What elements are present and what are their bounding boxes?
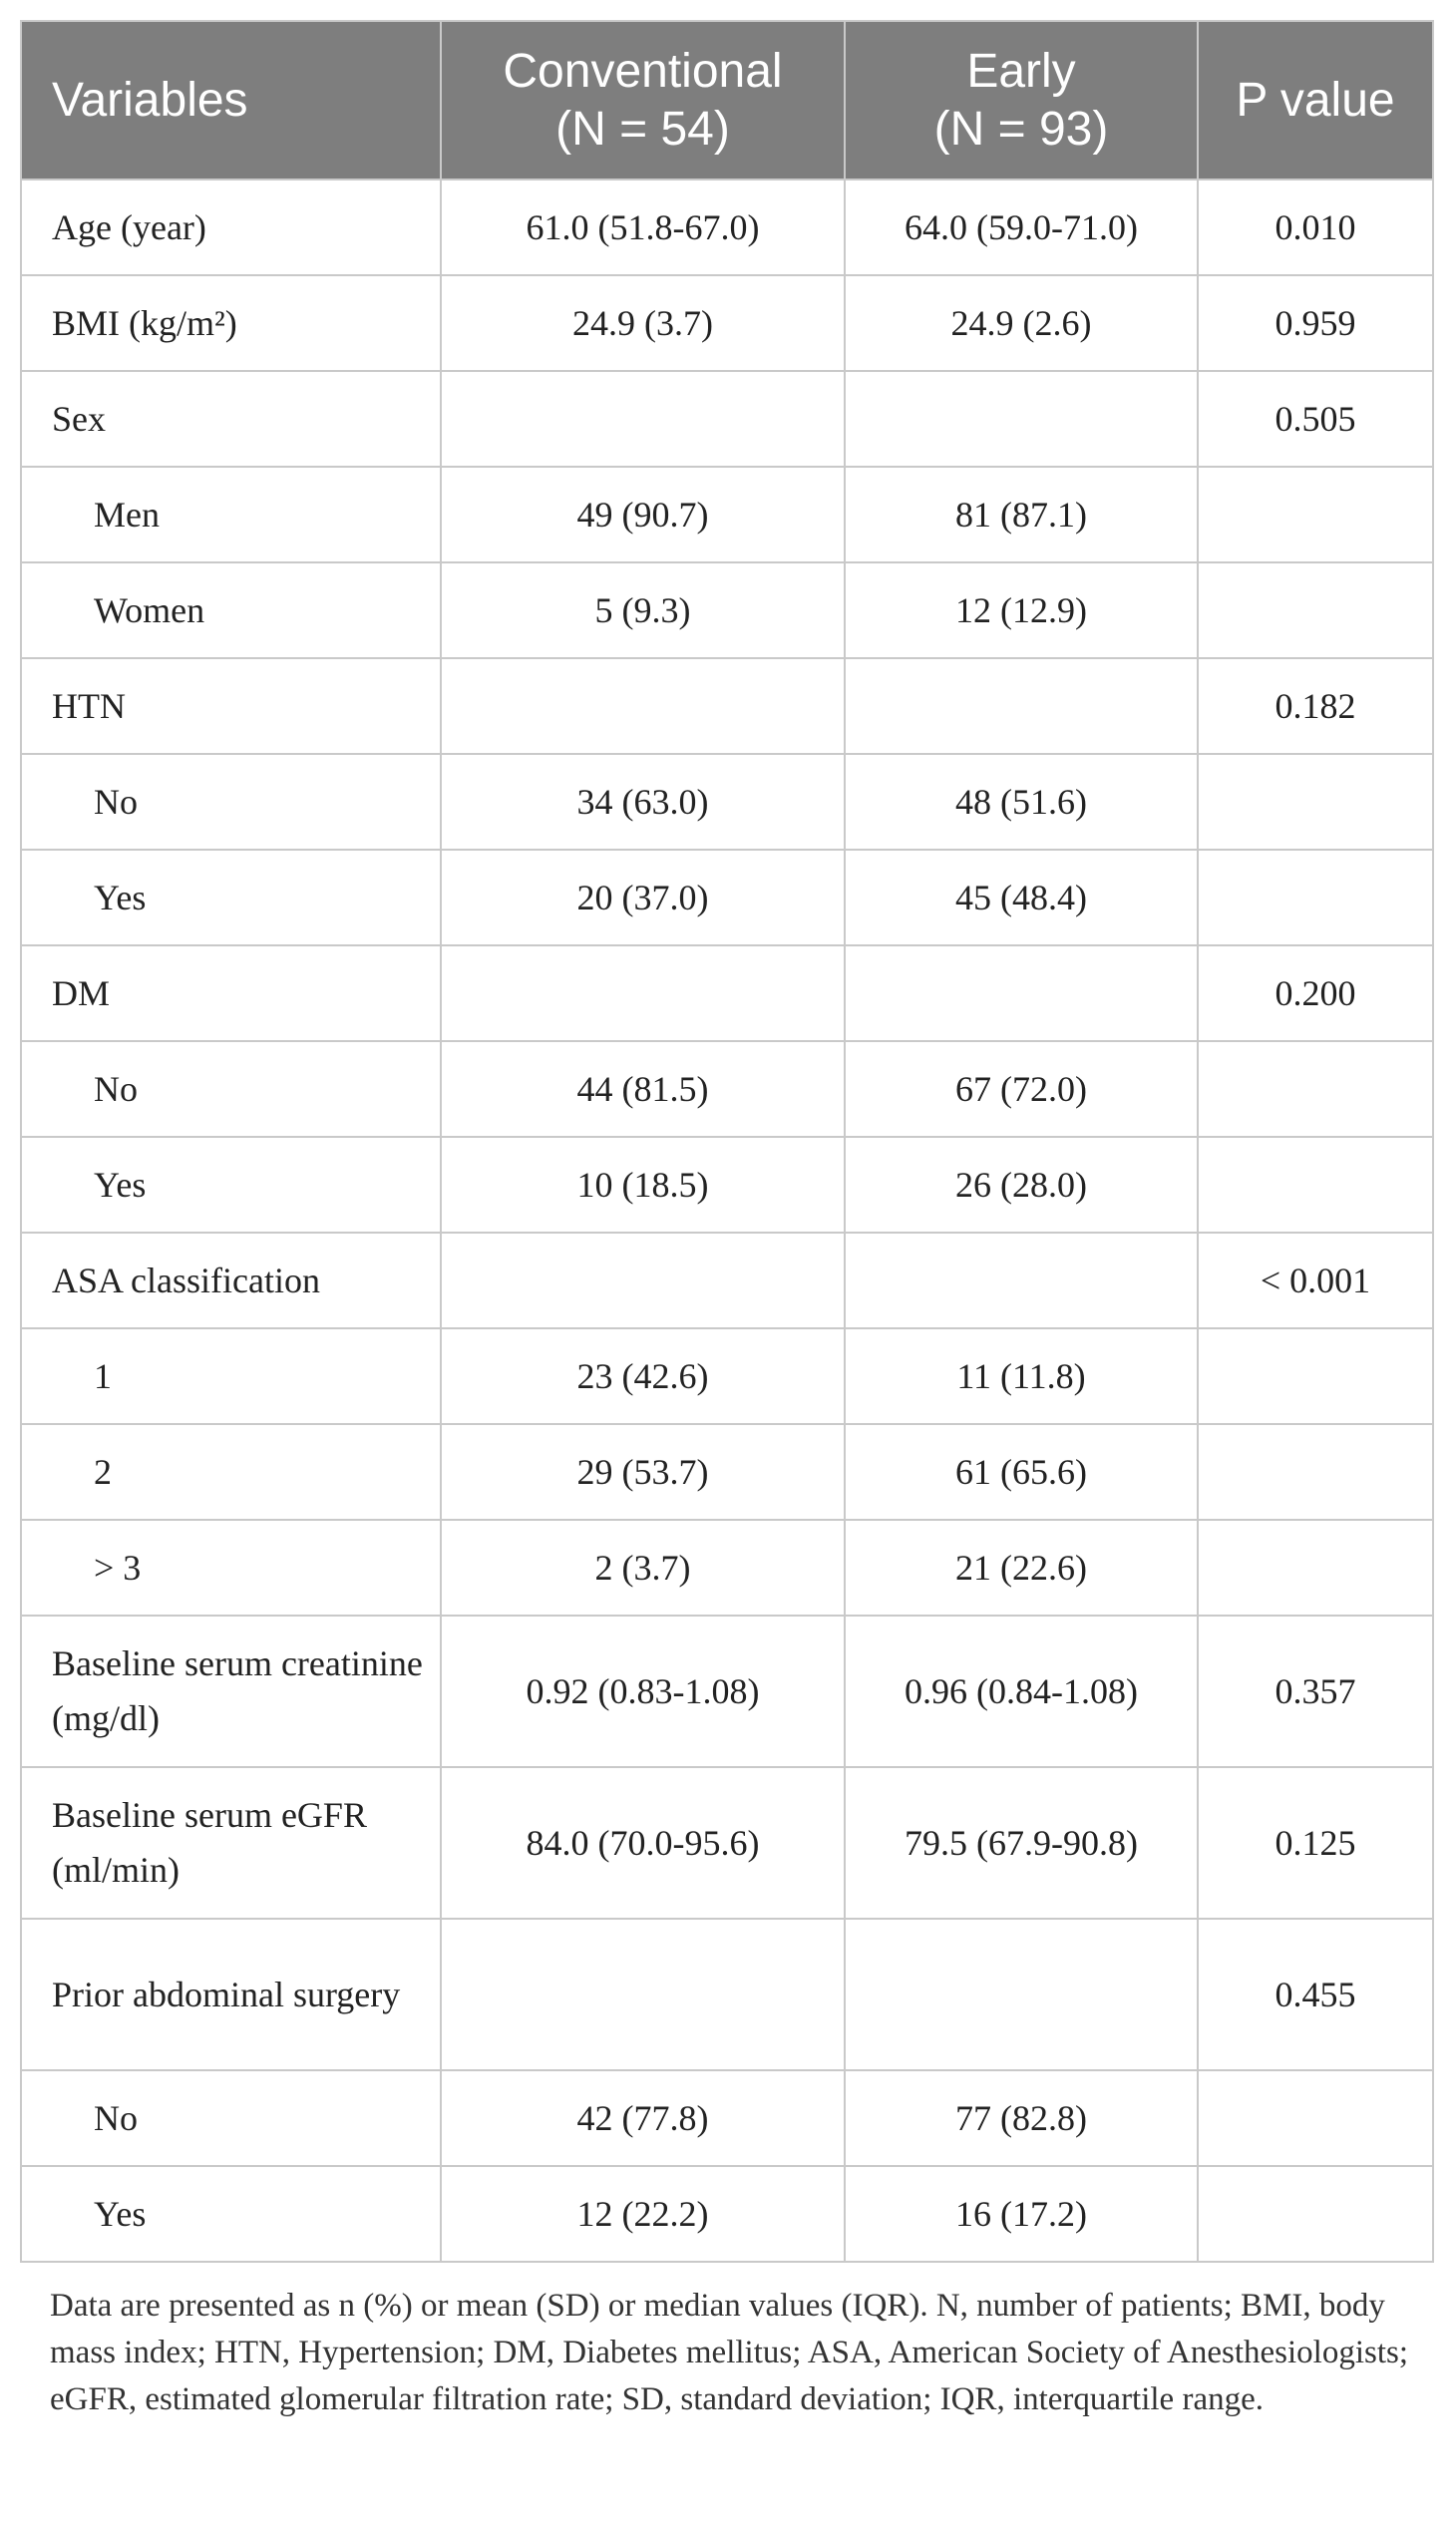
cell-early: 67 (72.0)	[845, 1041, 1198, 1137]
table-row	[21, 467, 1433, 562]
header-early	[845, 21, 1198, 180]
cell-p-value: 0.200	[1198, 945, 1433, 1041]
cell-early: 77 (82.8)	[845, 2070, 1198, 2166]
header-conventional	[441, 21, 845, 180]
cell-early: 12 (12.9)	[845, 562, 1198, 658]
cell-p-value	[1198, 1137, 1433, 1233]
cell-early: 45 (48.4)	[845, 850, 1198, 945]
cell-p-value	[1198, 467, 1433, 562]
table-row	[21, 371, 1433, 467]
cell-early	[845, 371, 1198, 467]
cell-p-value	[1198, 754, 1433, 850]
cell-p-value	[1198, 1041, 1433, 1137]
cell-early	[845, 945, 1198, 1041]
cell-variable: Yes	[21, 2166, 441, 2262]
cell-early	[845, 658, 1198, 754]
cell-p-value: 0.182	[1198, 658, 1433, 754]
table-container	[20, 20, 1432, 2423]
cell-conventional: 49 (90.7)	[441, 467, 845, 562]
cell-conventional	[441, 945, 845, 1041]
cell-conventional: 12 (22.2)	[441, 2166, 845, 2262]
cell-variable: Men	[21, 467, 441, 562]
cell-conventional: 0.92 (0.83-1.08)	[441, 1616, 845, 1767]
cell-variable: No	[21, 1041, 441, 1137]
cell-conventional	[441, 1919, 845, 2070]
cell-early	[845, 1919, 1198, 2070]
cell-variable: Yes	[21, 1137, 441, 1233]
table-row	[21, 754, 1433, 850]
header-p-value: P value	[1198, 21, 1433, 180]
cell-conventional: 10 (18.5)	[441, 1137, 845, 1233]
cell-early: 26 (28.0)	[845, 1137, 1198, 1233]
table-row	[21, 1919, 1433, 2070]
table-row	[21, 1520, 1433, 1616]
table-row	[21, 1041, 1433, 1137]
cell-early: 81 (87.1)	[845, 467, 1198, 562]
cell-conventional	[441, 658, 845, 754]
cell-variable: Yes	[21, 850, 441, 945]
cell-variable: Sex	[21, 371, 441, 467]
cell-p-value: 0.959	[1198, 275, 1433, 371]
header-row	[21, 21, 1433, 180]
cell-early: 16 (17.2)	[845, 2166, 1198, 2262]
cell-conventional: 42 (77.8)	[441, 2070, 845, 2166]
cell-conventional: 84.0 (70.0-95.6)	[441, 1767, 845, 1919]
table-row	[21, 1137, 1433, 1233]
table-row	[21, 180, 1433, 275]
cell-variable: Prior abdominal surgery	[21, 1919, 441, 2070]
table-row	[21, 1328, 1433, 1424]
header-conventional-n: (N = 54)	[555, 102, 730, 156]
table-row	[21, 1424, 1433, 1520]
cell-p-value	[1198, 562, 1433, 658]
table-row	[21, 1616, 1433, 1767]
cell-p-value	[1198, 1328, 1433, 1424]
cell-early: 48 (51.6)	[845, 754, 1198, 850]
cell-early: 11 (11.8)	[845, 1328, 1198, 1424]
table-row	[21, 658, 1433, 754]
cell-conventional: 44 (81.5)	[441, 1041, 845, 1137]
cell-conventional: 61.0 (51.8-67.0)	[441, 180, 845, 275]
cell-variable: No	[21, 754, 441, 850]
cell-p-value	[1198, 1424, 1433, 1520]
cell-conventional: 24.9 (3.7)	[441, 275, 845, 371]
cell-p-value	[1198, 2070, 1433, 2166]
baseline-characteristics-table	[20, 20, 1434, 2263]
cell-early: 24.9 (2.6)	[845, 275, 1198, 371]
cell-early: 0.96 (0.84-1.08)	[845, 1616, 1198, 1767]
cell-variable: No	[21, 2070, 441, 2166]
header-early-label: Early	[966, 44, 1076, 98]
cell-conventional: 20 (37.0)	[441, 850, 845, 945]
cell-conventional: 23 (42.6)	[441, 1328, 845, 1424]
table-row	[21, 2070, 1433, 2166]
cell-variable: Age (year)	[21, 180, 441, 275]
cell-early: 21 (22.6)	[845, 1520, 1198, 1616]
table-row	[21, 945, 1433, 1041]
cell-early: 79.5 (67.9-90.8)	[845, 1767, 1198, 1919]
table-header	[21, 21, 1433, 180]
table-footnote: Data are presented as n (%) or mean (SD) or median values (IQR). N, number of patients; BMI, body mass index; HTN, Hypertension; DM, Diabetes mellitus; ASA, American Society of Anesthesiologists; eGFR, estimated glomerular filtration rate; SD, standard deviation; IQR, interquartile range.	[50, 2288, 1409, 2417]
header-early-n: (N = 93)	[933, 102, 1109, 156]
cell-early	[845, 1233, 1198, 1328]
cell-variable: > 3	[21, 1520, 441, 1616]
table-row	[21, 850, 1433, 945]
header-variables: Variables	[21, 21, 441, 180]
cell-variable: ASA classification	[21, 1233, 441, 1328]
cell-variable: HTN	[21, 658, 441, 754]
cell-early: 64.0 (59.0-71.0)	[845, 180, 1198, 275]
table-row	[21, 275, 1433, 371]
cell-variable: 2	[21, 1424, 441, 1520]
cell-p-value: 0.010	[1198, 180, 1433, 275]
cell-p-value: 0.505	[1198, 371, 1433, 467]
cell-variable: BMI (kg/m²)	[21, 275, 441, 371]
cell-conventional: 2 (3.7)	[441, 1520, 845, 1616]
cell-variable: Women	[21, 562, 441, 658]
cell-conventional: 29 (53.7)	[441, 1424, 845, 1520]
cell-variable: 1	[21, 1328, 441, 1424]
cell-p-value: < 0.001	[1198, 1233, 1433, 1328]
cell-p-value: 0.455	[1198, 1919, 1433, 2070]
cell-variable: DM	[21, 945, 441, 1041]
cell-p-value	[1198, 2166, 1433, 2262]
header-conventional-label: Conventional	[503, 44, 783, 98]
table-row	[21, 2166, 1433, 2262]
table-row	[21, 1767, 1433, 1919]
cell-early: 61 (65.6)	[845, 1424, 1198, 1520]
cell-conventional	[441, 371, 845, 467]
cell-p-value	[1198, 1520, 1433, 1616]
table-row	[21, 562, 1433, 658]
cell-conventional: 34 (63.0)	[441, 754, 845, 850]
cell-p-value: 0.125	[1198, 1767, 1433, 1919]
cell-p-value: 0.357	[1198, 1616, 1433, 1767]
cell-conventional: 5 (9.3)	[441, 562, 845, 658]
cell-p-value	[1198, 850, 1433, 945]
table-body	[21, 180, 1433, 2262]
cell-variable: Baseline serum eGFR (ml/min)	[21, 1767, 441, 1919]
cell-conventional	[441, 1233, 845, 1328]
table-row	[21, 1233, 1433, 1328]
cell-variable: Baseline serum creatinine (mg/dl)	[21, 1616, 441, 1767]
